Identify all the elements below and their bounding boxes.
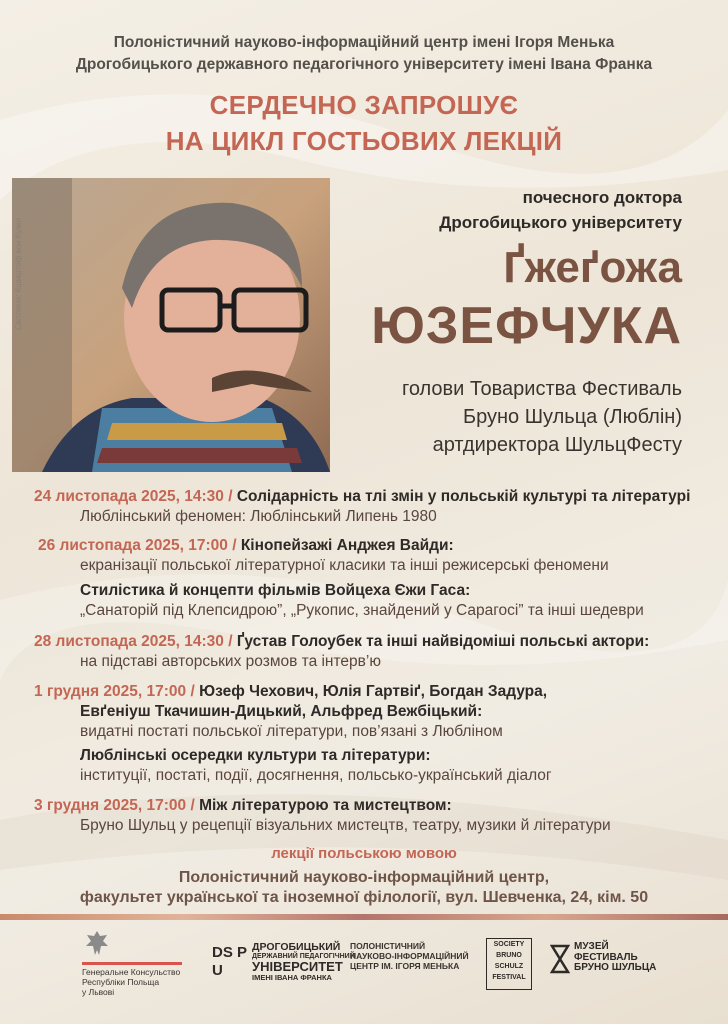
society-logo <box>486 938 532 990</box>
society-line-3: SCHULZ <box>494 963 524 970</box>
footer-stripe <box>0 914 728 920</box>
photo-credit: Світлина: Кшиштоф вон Кузко <box>14 217 23 330</box>
center-line-2: НАУКОВО-ІНФОРМАЦІЙНИЙ <box>350 950 469 961</box>
lecture-1-date: 24 листопада 2025, 14:30 / <box>34 488 233 505</box>
lecture-4-sub: на підставі авторських розмов та інтерв’ю <box>80 653 381 670</box>
society-line-4: FESTIVAL <box>492 974 526 981</box>
center-line-3: ЦЕНТР ІМ. ІГОРЯ МЕНЬКА <box>350 960 460 971</box>
center-text <box>350 942 469 971</box>
university-line-1: ДРОГОБИЦЬКИЙ <box>252 941 341 953</box>
language-note: лекції польською мовою <box>271 845 457 862</box>
lecture-2-sub: екранізації польської літературної класики та інші режисерські феномени <box>80 557 609 574</box>
university-text <box>252 942 355 982</box>
lecture-1-title: Солідарність на тлі змін у польській культурі та літературі <box>236 488 691 505</box>
lecture-6-title: Люблінські осередки культури та літератури: <box>80 747 431 764</box>
consulate-logo <box>82 928 112 958</box>
lecture-7-title: Між літературою та мистецтвом: <box>199 797 452 814</box>
consulate-line-2: Республіки Польща <box>82 976 160 987</box>
speaker-role-2: Бруно Шульца (Люблін) <box>462 406 682 428</box>
lecture-1-line <box>34 488 690 506</box>
lecture-4-line <box>34 633 649 651</box>
lecture-1-sub: Люблінський феномен: Люблінський Липень 1980 <box>80 508 437 525</box>
lecture-5-sub: видатні постаті польської літератури, пов’язані з Любліном <box>80 723 503 740</box>
title-line-2: НА ЦИКЛ ГОСТЬОВИХ ЛЕКЦІЙ <box>165 126 563 156</box>
speaker-role-3: артдиректора ШульцФесту <box>432 434 682 456</box>
consulate-text <box>82 968 180 997</box>
university-line-4: ІМЕНІ ІВАНА ФРАНКА <box>252 973 332 982</box>
lecture-7-line <box>34 797 452 815</box>
consulate-line-1: Генеральне Консульство <box>82 967 181 977</box>
title-line-1: СЕРДЕЧНО ЗАПРОШУЄ <box>209 90 519 120</box>
lecture-4-title: Ґустав Голоубек та інші найвідоміші польські актори: <box>236 633 650 650</box>
museum-line-3: БРУНО ШУЛЬЦА <box>574 962 657 973</box>
lecture-7-date: 3 грудня 2025, 17:00 / <box>34 797 195 814</box>
museum-text <box>574 942 656 974</box>
speaker-role-1: голови Товариства Фестиваль <box>401 378 682 400</box>
lecture-6-sub: інституції, постаті, події, досягнення, польсько-український діалог <box>80 767 552 784</box>
venue-line-2: факультет української та іноземної філології, вул. Шевченка, 24, кім. 50 <box>79 889 649 906</box>
lecture-2-date: 26 листопада 2025, 17:00 / <box>38 537 237 554</box>
museum-line-2: ФЕСТИВАЛЬ <box>574 951 638 963</box>
consulate-line-3: у Львові <box>82 986 115 997</box>
speaker-intro-2: Дрогобицького університету <box>439 213 682 232</box>
lecture-5-line <box>34 683 547 701</box>
lecture-3-title: Стилістика й концепти фільмів Войцеха Єжи Гаса: <box>80 582 471 599</box>
university-line-2: ДЕРЖАВНИЙ ПЕДАГОГІЧНИЙ <box>252 953 355 961</box>
lecture-5-title-2: Евґеніуш Ткачишин-Дицький, Альфред Вежбіцький: <box>80 703 483 720</box>
eagle-icon <box>82 928 112 958</box>
venue-line-1: Полоністичний науково-інформаційний центр, <box>178 869 550 886</box>
museum-line-1: МУЗЕЙ <box>574 941 609 952</box>
speaker-portrait <box>12 178 330 472</box>
speaker-first-name: Ґжеґожа <box>503 243 682 292</box>
speaker-last-name: ЮЗЕФЧУКА <box>371 297 682 355</box>
lecture-2-title: Кінопейзажі Анджея Вайди: <box>240 537 454 554</box>
society-line-1: SOCIETY <box>493 941 525 948</box>
university-line-3: УНІВЕРСИТЕТ <box>252 959 343 975</box>
lecture-7-sub: Бруно Шульц у рецепції візуальних мистецтв, театру, музики й літератури <box>80 817 611 834</box>
center-line-1: ПОЛОНІСТИЧНИЙ <box>350 941 426 951</box>
university-mark: DS PU <box>212 944 248 979</box>
lecture-5-title: Юзеф Чехович, Юлія Гартвіґ, Богдан Задура, <box>199 683 548 700</box>
lecture-5-date: 1 грудня 2025, 17:00 / <box>34 683 195 700</box>
header-line-1: Полоністичний науково-інформаційний центр імені Ігоря Менька <box>113 34 615 51</box>
society-line-2: BRUNO <box>496 952 522 959</box>
lecture-2-line <box>38 537 454 555</box>
hourglass-icon <box>550 944 570 979</box>
lecture-4-date: 28 листопада 2025, 14:30 / <box>34 633 233 650</box>
consulate-flag-bar <box>82 962 182 965</box>
lecture-3-sub: „Санаторій під Клепсидрою”, „Рукопис, знайдений у Сарагосі” та інші шедеври <box>80 602 644 619</box>
speaker-intro-1: почесного доктора <box>522 188 682 207</box>
header-line-2: Дрогобицького державного педагогічного університету імені Івана Франка <box>75 56 653 73</box>
